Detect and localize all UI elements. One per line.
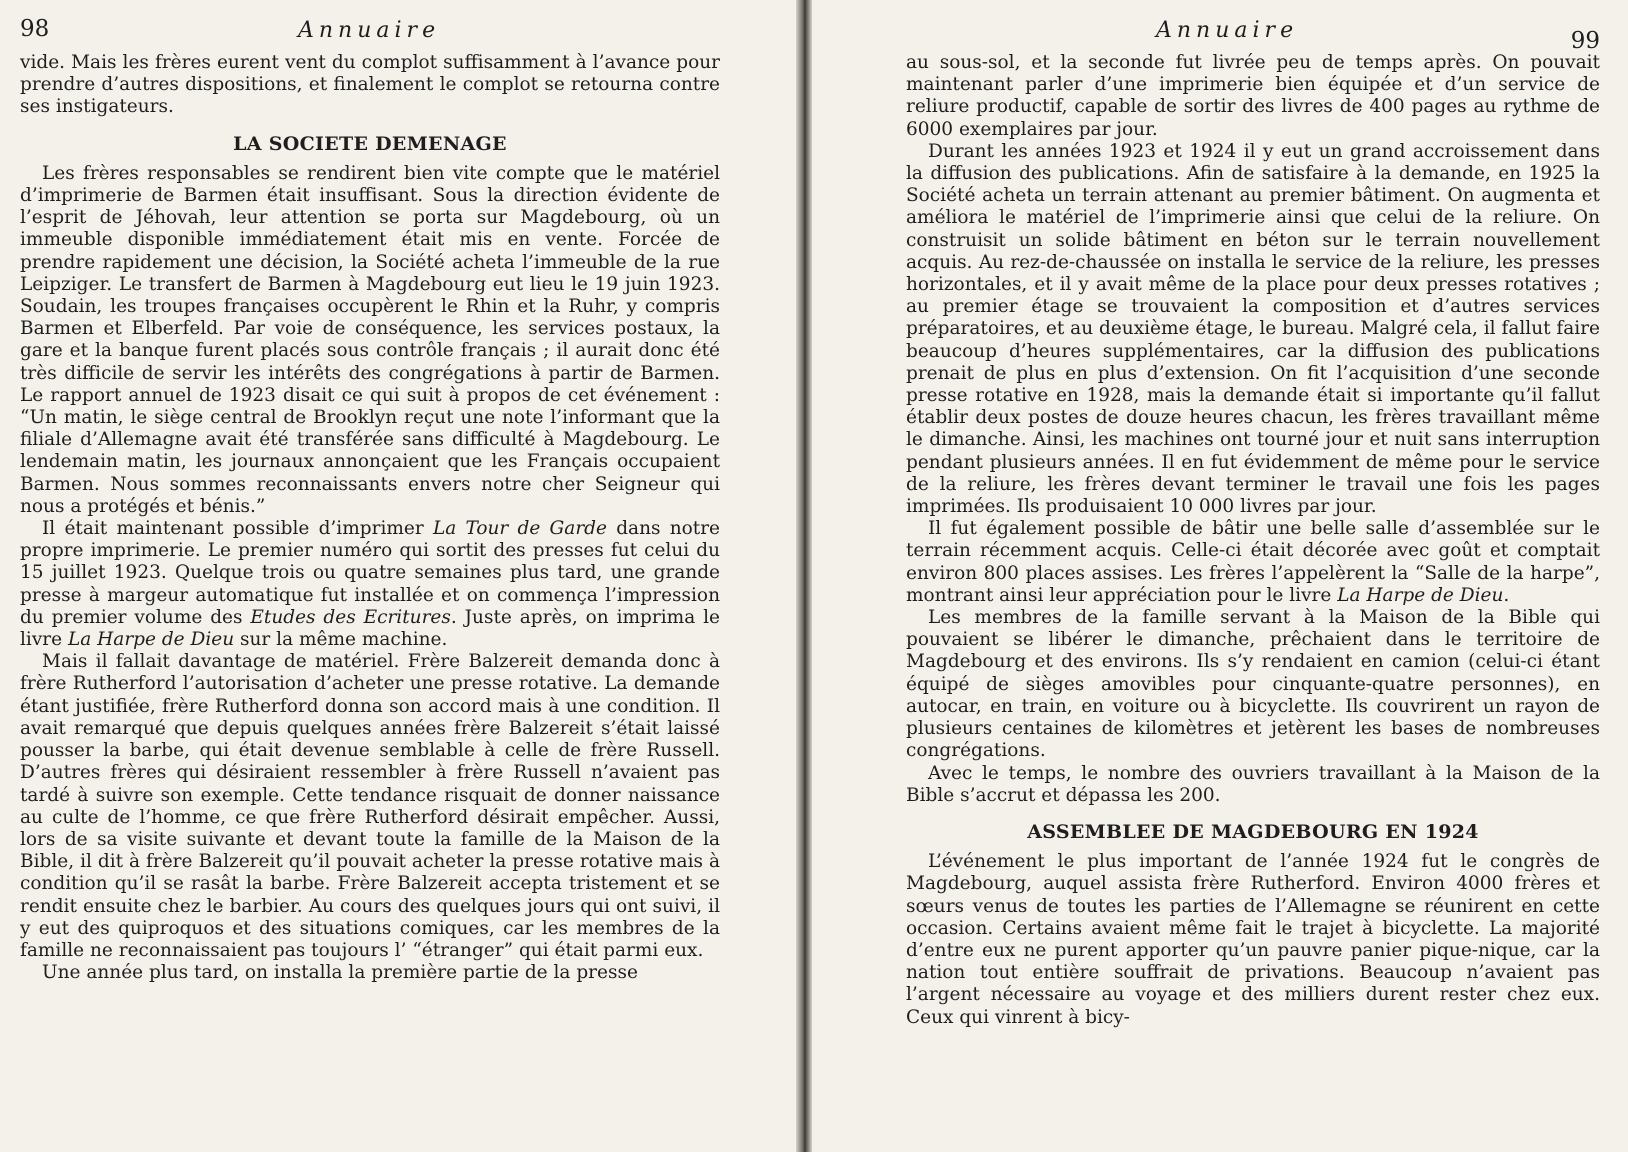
right-paragraph-2-part-b: .: [1503, 584, 1510, 606]
left-paragraph-2-title-2: Etudes des Ecritures: [250, 606, 451, 628]
right-page-header: [906, 12, 1600, 52]
right-paragraph-5: L’événement le plus important de l’année 1924 fut le congrès de Magdebourg, auquel assista frère Rutherford. Environ 4000 frères et sœurs venus de toutes les parties de l’Allemagne se réunirent en cette occasion. Certains avaient même fait le trajet à bicyclette. La majorité d’entre eux ne purent apporter qu’un pauvre panier pique-nique, car la nation tout entière souffrait de privations. Beaucoup n’avaient pas l’argent nécessaire au voyage et des milliers durent rester chez eux. Ceux qui vinrent à bicy-: [906, 851, 1600, 1028]
right-page-number: 99: [1570, 28, 1600, 54]
left-paragraph-2: [20, 518, 720, 651]
left-running-title: Annuaire: [298, 18, 441, 43]
left-opening-paragraph: vide. Mais les frères eurent vent du complot suffisamment à l’avance pour prendre d’autres dispositions, et finalement le complot se retourna contre ses instigateurs.: [20, 52, 720, 118]
right-paragraph-3: Les membres de la famille servant à la Maison de la Bible qui pouvaient se libérer le dimanche, prêchaient dans le territoire de Magdebourg et des environs. Ils s’y rendaient en camion (celui-ci étant équipé de sièges amovibles pour cinquante-quatre personnes), en autocar, en train, en voiture ou à bicyclette. Ils couvrirent un rayon de plusieurs centaines de kilomètres et jetèrent les bases de nombreuses congrégations.: [906, 607, 1600, 762]
left-page-header: [20, 12, 720, 52]
right-paragraph-2: [906, 518, 1600, 607]
right-page-text: [906, 52, 1600, 1029]
right-paragraph-2-part-a: Il fut également possible de bâtir une belle salle d’assemblée sur le terrain récemment acquis. Celle-ci était décorée avec goût et comptait environ 800 places assises. Les frères l’appelèrent la “Salle de la harpe”, montrant ainsi leur appréciation pour le livre: [906, 518, 1600, 606]
right-section-heading: ASSEMBLEE DE MAGDEBOURG EN 1924: [1027, 820, 1479, 843]
left-paragraph-4: Une année plus tard, on installa la première partie de la presse: [42, 962, 638, 984]
left-page-number: 98: [20, 16, 50, 42]
right-opening-paragraph: au sous-sol, et la seconde fut livrée peu de temps après. On pouvait maintenant parler d’une imprimerie bien équipée et d’un service de reliure productif, capable de sortir des livres de 400 pages au rythme de 6000 exemplaires par jour.: [906, 52, 1600, 140]
right-running-title: Annuaire: [1156, 18, 1299, 43]
book-gutter: [796, 0, 812, 1152]
left-paragraph-2-part-c: . Juste après, on imprima le livre: [20, 606, 720, 651]
left-page-text: [20, 52, 720, 984]
left-paragraph-2-part-a: Il était maintenant possible d’imprimer: [42, 518, 433, 540]
left-section-heading: LA SOCIETE DEMENAGE: [233, 132, 507, 155]
right-page: [808, 0, 1628, 1152]
left-paragraph-2-title-3: La Harpe de Dieu: [67, 629, 235, 651]
left-paragraph-2-part-b: dans notre propre imprimerie. Le premier numéro qui sortit des presses fut celui du 15 juillet 1923. Quelque trois ou quatre semaines plus tard, une grande presse à margeur automatique fut installée et on commença l’impression du premier volume des: [20, 518, 721, 628]
left-page: [0, 0, 800, 1152]
left-paragraph-2-title-1: La Tour de Garde: [432, 518, 607, 540]
left-paragraph-1: Les frères responsables se rendirent bien vite compte que le matériel d’imprimerie de Barmen était insuffisant. Sous la direction évidente de l’esprit de Jéhovah, leur attention se porta sur Magdebourg, où un immeuble disponible immédiatement était mis en vente. Forcée de prendre rapidement une décision, la Société acheta l’immeuble de la rue Leipziger. Le transfert de Barmen à Magdebourg eut lieu le 19 juin 1923. Soudain, les troupes françaises occupèrent le Rhin et la Ruhr, y compris Barmen et Elberfeld. Par voie de conséquence, les services postaux, la gare et la banque furent placés sous contrôle français ; il aurait donc été très difficile de servir les intérêts des congrégations à partir de Barmen. Le rapport annuel de 1923 disait ce qui suit à propos de cet événement : “Un matin, le siège central de Brooklyn reçut une note l’informant que la filiale d’Allemagne avait été transférée sans difficulté à Magdebourg. Le lendemain matin, les journaux annonçaient que les Français occupaient Barmen. Nous sommes reconnaissants envers notre cher Seigneur qui nous a protégés et bénis.”: [20, 162, 720, 517]
right-paragraph-1: Durant les années 1923 et 1924 il y eut un grand accroissement dans la diffusion des publications. Afin de satisfaire à la demande, en 1925 la Société acheta un terrain attenant au premier bâtiment. On augmenta et améliora le matériel de l’imprimerie ainsi que celui de la reliure. On construisit un solide bâtiment en béton sur le terrain nouvellement acquis. Au rez-de-chaussée on installa le service de la reliure, les presses horizontales, et il y avait même de la place pour deux presses rotatives ; au premier étage se trouvaient la composition et d’autres services préparatoires, et au deuxième étage, le bureau. Malgré cela, il fallut faire beaucoup d’heures supplémentaires, car la diffusion des publications prenait de plus en plus d’extension. On fit l’acquisition d’une seconde presse rotative en 1928, mais la demande était si importante qu’il fallut établir deux postes de douze heures chacun, les frères travaillant même le dimanche. Ainsi, les machines ont tourné jour et nuit sans interruption pendant plusieurs années. Il en fut évidemment de même pour le service de la reliure, les frères devant terminer le travail une fois les pages imprimées. Ils produisaient 10 000 livres par jour.: [906, 140, 1601, 518]
right-paragraph-4: Avec le temps, le nombre des ouvriers travaillant à la Maison de la Bible s’accrut et dépassa les 200.: [906, 762, 1600, 806]
left-paragraph-2-part-d: sur la même machine.: [234, 629, 448, 651]
right-paragraph-2-title: La Harpe de Dieu: [1337, 584, 1504, 606]
left-paragraph-3: Mais il fallait davantage de matériel. Frère Balzereit demanda donc à frère Rutherford l’autorisation d’acheter une presse rotative. La demande étant justifiée, frère Rutherford donna son accord mais à une condition. Il avait remarqué que depuis quelques années frère Balzereit s’était laissé pousser la barbe, qui était devenue semblable à celle de frère Russell. D’autres frères qui désiraient ressembler à frère Russell n’avaient pas tardé à suivre son exemple. Cette tendance risquait de donner naissance au culte de l’homme, ce que frère Rutherford désirait empêcher. Aussi, lors de sa visite suivante et devant toute la famille de la Maison de la Bible, il dit à frère Balzereit qu’il pouvait acheter la presse rotative mais à condition qu’il se rasât la barbe. Frère Balzereit accepta tristement et se rendit ensuite chez le barbier. Au cours des quelques jours qui ont suivi, il y eut des quiproquos et des situations comiques, car les membres de la famille ne reconnaissaient pas toujours l’ “étranger” qui était parmi eux.: [20, 651, 720, 961]
